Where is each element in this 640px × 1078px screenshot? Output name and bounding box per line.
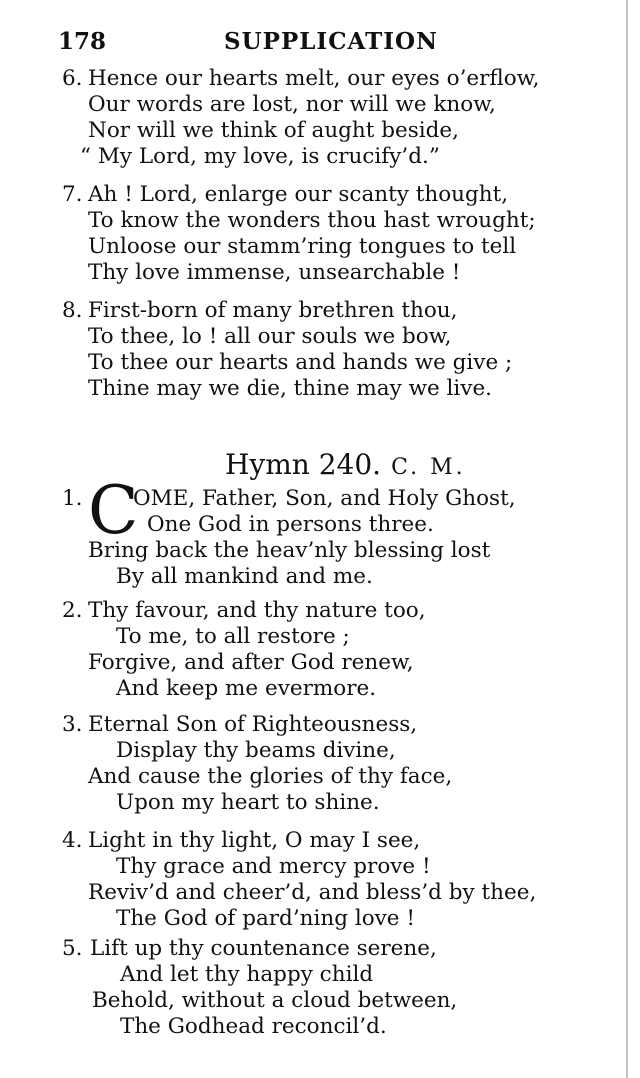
verse-line: Our words are lost, nor will we know, (88, 92, 496, 117)
verse-line: To know the wonders thou hast wrought; (88, 208, 536, 233)
stanza-number: 4. (62, 828, 83, 853)
verse-line: Reviv’d and cheer’d, and bless’d by thee, (88, 880, 537, 905)
verse-line: To thee our hearts and hands we give ; (88, 350, 513, 375)
verse-line: Upon my heart to shine. (116, 790, 380, 815)
verse-line: Ah ! Lord, enlarge our scanty thought, (88, 182, 509, 207)
verse-line: Eternal Son of Righteousness, (88, 712, 418, 737)
verse-line: The Godhead reconcil’d. (120, 1014, 387, 1039)
verse-line: Display thy beams divine, (116, 738, 396, 763)
verse-line: Forgive, and after God renew, (88, 650, 414, 675)
page-header (58, 28, 618, 64)
verse-line: To me, to all restore ; (116, 624, 350, 649)
stanza-number: 6. (62, 66, 83, 91)
verse-line: First-born of many brethren thou, (88, 298, 458, 323)
verse-line: Thy favour, and thy nature too, (88, 598, 426, 623)
stanza-number: 2. (62, 598, 83, 623)
verse-line: Thy grace and mercy prove ! (116, 854, 431, 879)
verse-line: Thy love immense, unsearchable ! (88, 260, 461, 285)
page-edge-rule (626, 0, 628, 1078)
verse-line: Hence our hearts melt, our eyes o’erflow, (88, 66, 540, 91)
hymn-meter: C. M. (391, 455, 466, 480)
verse-line: To thee, lo ! all our souls we bow, (88, 324, 452, 349)
verse-line: The God of pard’ning love ! (116, 906, 415, 931)
stanza-number: 3. (62, 712, 83, 737)
verse-line: By all mankind and me. (116, 564, 373, 589)
verse-line: Thine may we die, thine may we live. (88, 376, 493, 401)
hymn-number-title: Hymn 240. (225, 448, 382, 481)
stanza-number: 5. (62, 936, 83, 961)
verse-line: Bring back the heav’nly blessing lost (88, 538, 491, 563)
verse-line: And keep me evermore. (116, 676, 377, 701)
verse-line: Unloose our stamm’ring tongues to tell (88, 234, 517, 259)
stanza-number: 1. (62, 486, 83, 511)
verse-line: “ My Lord, my love, is crucify’d.” (80, 144, 440, 169)
verse-line: And cause the glories of thy face, (88, 764, 453, 789)
verse-line: Nor will we think of aught beside, (88, 118, 459, 143)
verse-line: Light in thy light, O may I see, (88, 828, 421, 853)
drop-cap: C (88, 472, 139, 549)
verse-line: OME, Father, Son, and Holy Ghost, (133, 486, 516, 511)
verse-line: One God in persons three. (147, 512, 434, 537)
running-head: SUPPLICATION (224, 28, 439, 55)
stanza-number: 7. (62, 182, 83, 207)
verse-line: And let thy happy child (120, 962, 374, 987)
stanza-number: 8. (62, 298, 83, 323)
verse-line: Behold, without a cloud between, (92, 988, 458, 1013)
verse-line: Lift up thy countenance serene, (90, 936, 437, 961)
page-number: 178 (58, 28, 107, 55)
hymn-title (225, 448, 466, 481)
